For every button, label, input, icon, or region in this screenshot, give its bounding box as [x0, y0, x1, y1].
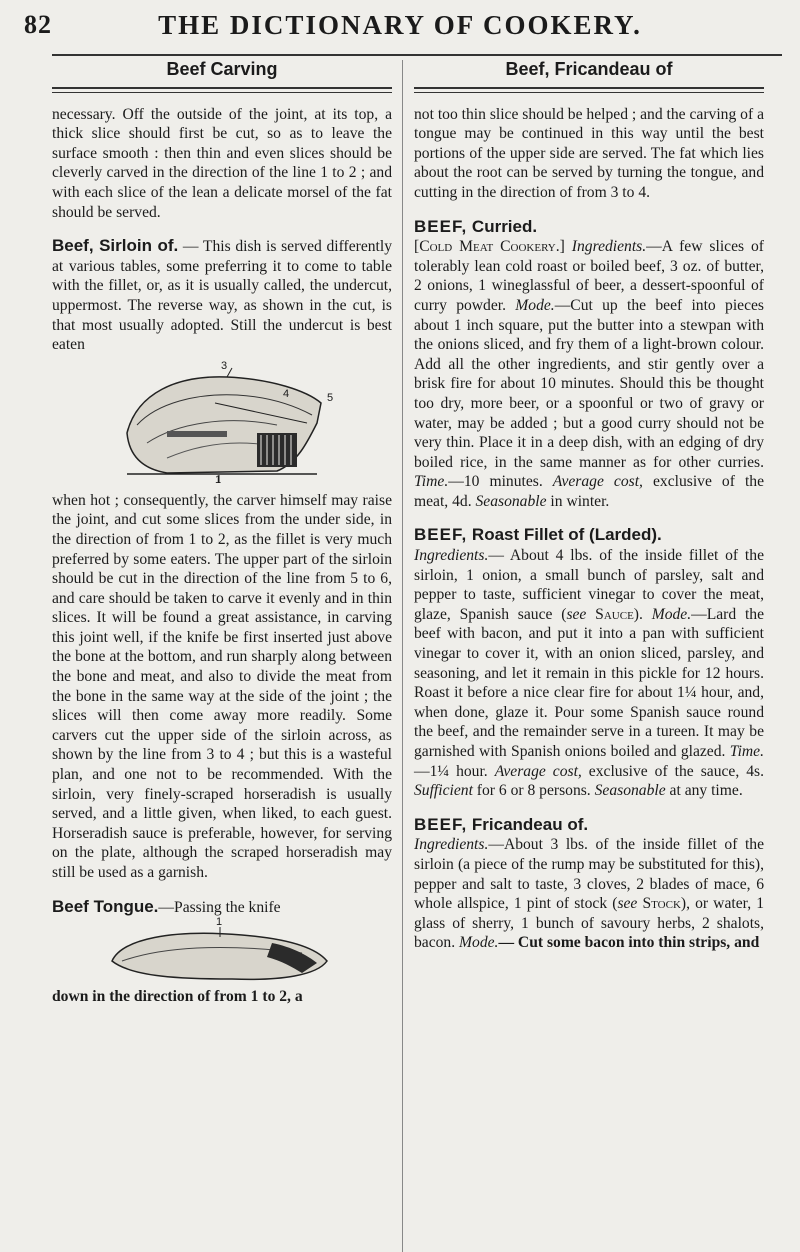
curried-ingredients: —A few slices of tolerably lean cold roast or boiled beef, 3 oz. of butter, 2 onions, 1 wineglassful of beer, a dessert-spoonful of curry powder. — [414, 238, 764, 314]
sirloin-figure — [52, 359, 392, 486]
tongue-continuation: not too thin slice should be helped ; and the carving of a tongue may be continued in this way until the best portions of the upper side are served. The fat which lies about the root can be served by turning the tongue, and cutting in the direction of from 3 to 4. — [414, 105, 764, 201]
curried-body — [414, 237, 764, 511]
fig1-label-3: 3 — [221, 359, 228, 372]
curried-mode: —Cut up the beef into pieces about 1 inch square, put the butter into a stewpan with the onions sliced, and fry them of a light-brown colour. Add all the other ingredients, and stir gently over a brisk fire for about 10 minutes. Should this be thought too dry, more beer, or a spoonful or two of gravy or water, may be added ; but a good curry should not be very thin. Place it in a deep dish, with an edging of dry boiled rice, in the same manner as for other curries. — [414, 296, 764, 471]
fillet-sauce-ref: Sauce — [586, 605, 634, 623]
fillet-time: —1¼ hour. — [414, 762, 495, 780]
curried-time: —10 minutes. — [448, 473, 553, 491]
fillet-sufficient: for 6 or 8 persons. — [472, 782, 595, 800]
fricandeau-mode-label: Mode. — [459, 934, 499, 952]
fricandeau-stock-ref: Stock — [637, 895, 681, 913]
fillet-ref-close: ). — [633, 605, 652, 623]
fricandeau-headword: BEEF, — [414, 814, 468, 834]
fig1-label-1: 1 — [215, 473, 222, 486]
fricandeau-mode: — Cut some bacon into thin strips, and — [498, 934, 760, 952]
curried-season: in winter. — [546, 492, 610, 510]
right-head-rule — [414, 87, 764, 93]
fricandeau-headword-2: Fricandeau of. — [467, 814, 589, 834]
fillet-ingredients-label: Ingredients. — [414, 547, 489, 565]
tongue-figure — [52, 916, 392, 985]
left-column-head: Beef Carving — [166, 59, 278, 79]
curried-headword: BEEF, — [414, 216, 468, 236]
left-column — [52, 60, 392, 1007]
left-head-rule — [52, 87, 392, 93]
sirloin-text-2: when hot ; consequently, the carver himself may raise the joint, and cut some slices from the under side, in the direction of from 1 to 2, as the fillet is very much preferred by some eaters. The upper part of the sirloin should be cut in the direction of the line from 5 to 6, and care should be taken to carve it evenly and in thin slices. It will be found a great assistance, in carving this joint well, if the knife be first inserted just above the bone at the bottom, and run sharply along between the bone and meat, and also to divide the meat from the bone in the same way at the side of the joint ; the slices will then come away more readily. Some carvers cut the upper side of the sirloin across, as shown by the line from 3 to 4 ; but this is a wasteful plan, and one not to be recommended. With the sirloin, very finely-scraped horseradish is usually served, and a little given, when liked, to each guest. Horseradish sauce is preferable, however, for serving on the plate, although the scraped horseradish may still be used as a garnish. — [52, 491, 392, 881]
running-title: THE DICTIONARY OF COOKERY. — [158, 10, 642, 40]
tongue-text-2: down in the direction of from 1 to 2, a — [52, 988, 303, 1006]
fillet-mode: —Lard the beef with bacon, and put it into a pan with sufficient vinegar to cover it, with an onion sliced, parsley, and seasoning, and let it remain in this pickle for 12 hours. Roast it before a nice clear fire for about 1¼ hour, and, when done, glaze it. Pour some Spanish sauce round the beef, and the remainder serve in a tureen. It may be garnished with Spanish onions boiled and glazed. — [414, 605, 764, 760]
fricandeau-ingredients-2: ), or water, 1 glass of sherry, 1 bunch of savoury herbs, 2 shalots, bacon. — [414, 895, 764, 952]
carving-paragraph: necessary. Off the outside of the joint, at its top, a thick slice should first be cut, so as to leave the surface smooth : then thin and even slices should be cleverly carved in the direction of the line 1 to 2 ; and with each slice of the lean a delicate morsel of the fat should be served. — [52, 105, 392, 221]
page-number: 82 — [24, 10, 52, 39]
curried-cost: exclusive of the meat, 4d. — [414, 473, 765, 510]
curried-time-label: Time. — [414, 473, 449, 491]
fillet-sufficient-label: Sufficient — [414, 782, 473, 800]
right-column — [414, 60, 764, 953]
tongue-headword: Beef Tongue. — [52, 896, 159, 916]
fillet-season: at any time. — [665, 782, 743, 800]
fig1-label-5: 5 — [327, 391, 334, 404]
curried-season-label: Seasonable — [475, 492, 547, 510]
sirloin-entry — [52, 236, 392, 355]
curried-entry — [414, 217, 764, 238]
top-rule — [52, 54, 782, 56]
curried-mode-label: Mode. — [515, 296, 555, 314]
fricandeau-entry — [414, 815, 764, 836]
fricandeau-body — [414, 835, 764, 953]
fillet-mode-label: Mode. — [651, 605, 692, 623]
column-divider — [402, 60, 403, 1252]
fricandeau-ingredients-label: Ingredients. — [414, 836, 489, 854]
fillet-entry — [414, 525, 764, 546]
fig1-label-4: 4 — [283, 387, 290, 400]
sirloin-illustration — [107, 363, 337, 485]
fillet-time-label: Time. — [729, 743, 764, 760]
fricandeau-ingredients: —About 3 lbs. of the inside fillet of the sirloin (a piece of the rump may be substituted for this), pepper and salt to taste, 3 cloves, 2 blades of mace, 6 whole allspice, 1 pint of stock ( — [414, 836, 764, 913]
fillet-headword: BEEF, — [414, 525, 468, 545]
fig2-label-1: 1 — [216, 916, 223, 929]
tongue-text-1: —Passing the knife — [158, 898, 281, 916]
fillet-see: see — [566, 605, 587, 623]
fillet-body — [414, 546, 764, 801]
curried-category: [Cold Meat Cookery.] — [414, 238, 572, 256]
curried-cost-label: Average cost, — [552, 473, 643, 491]
fillet-season-label: Seasonable — [594, 782, 666, 800]
fillet-ingredients: — About 4 lbs. of the inside fillet of the sirloin, 1 onion, a small bunch of parsley, salt and pepper to taste, sufficient vinegar to cover the meat, glaze, Spanish sauce ( — [414, 547, 764, 623]
fillet-cost: exclusive of the sauce, 4s. — [581, 762, 764, 780]
right-column-head: Beef, Fricandeau of — [505, 59, 673, 79]
sirloin-headword: Beef, Sirloin of. — [52, 236, 179, 256]
fillet-headword-2: Roast Fillet of (Larded). — [467, 525, 662, 545]
fillet-cost-label: Average cost, — [494, 762, 582, 780]
curried-ingredients-label: Ingredients. — [571, 238, 647, 256]
sirloin-text-1: — This dish is served differently at various tables, some preferring it to come to table with the fillet, or, as it is usually called, the undercut, uppermost. The reverse way, as shown in the cut, is that most usually adopted. Still the undercut is best eaten — [52, 238, 392, 354]
curried-headword-2: Curried. — [467, 216, 538, 236]
fricandeau-see: see — [617, 895, 638, 913]
